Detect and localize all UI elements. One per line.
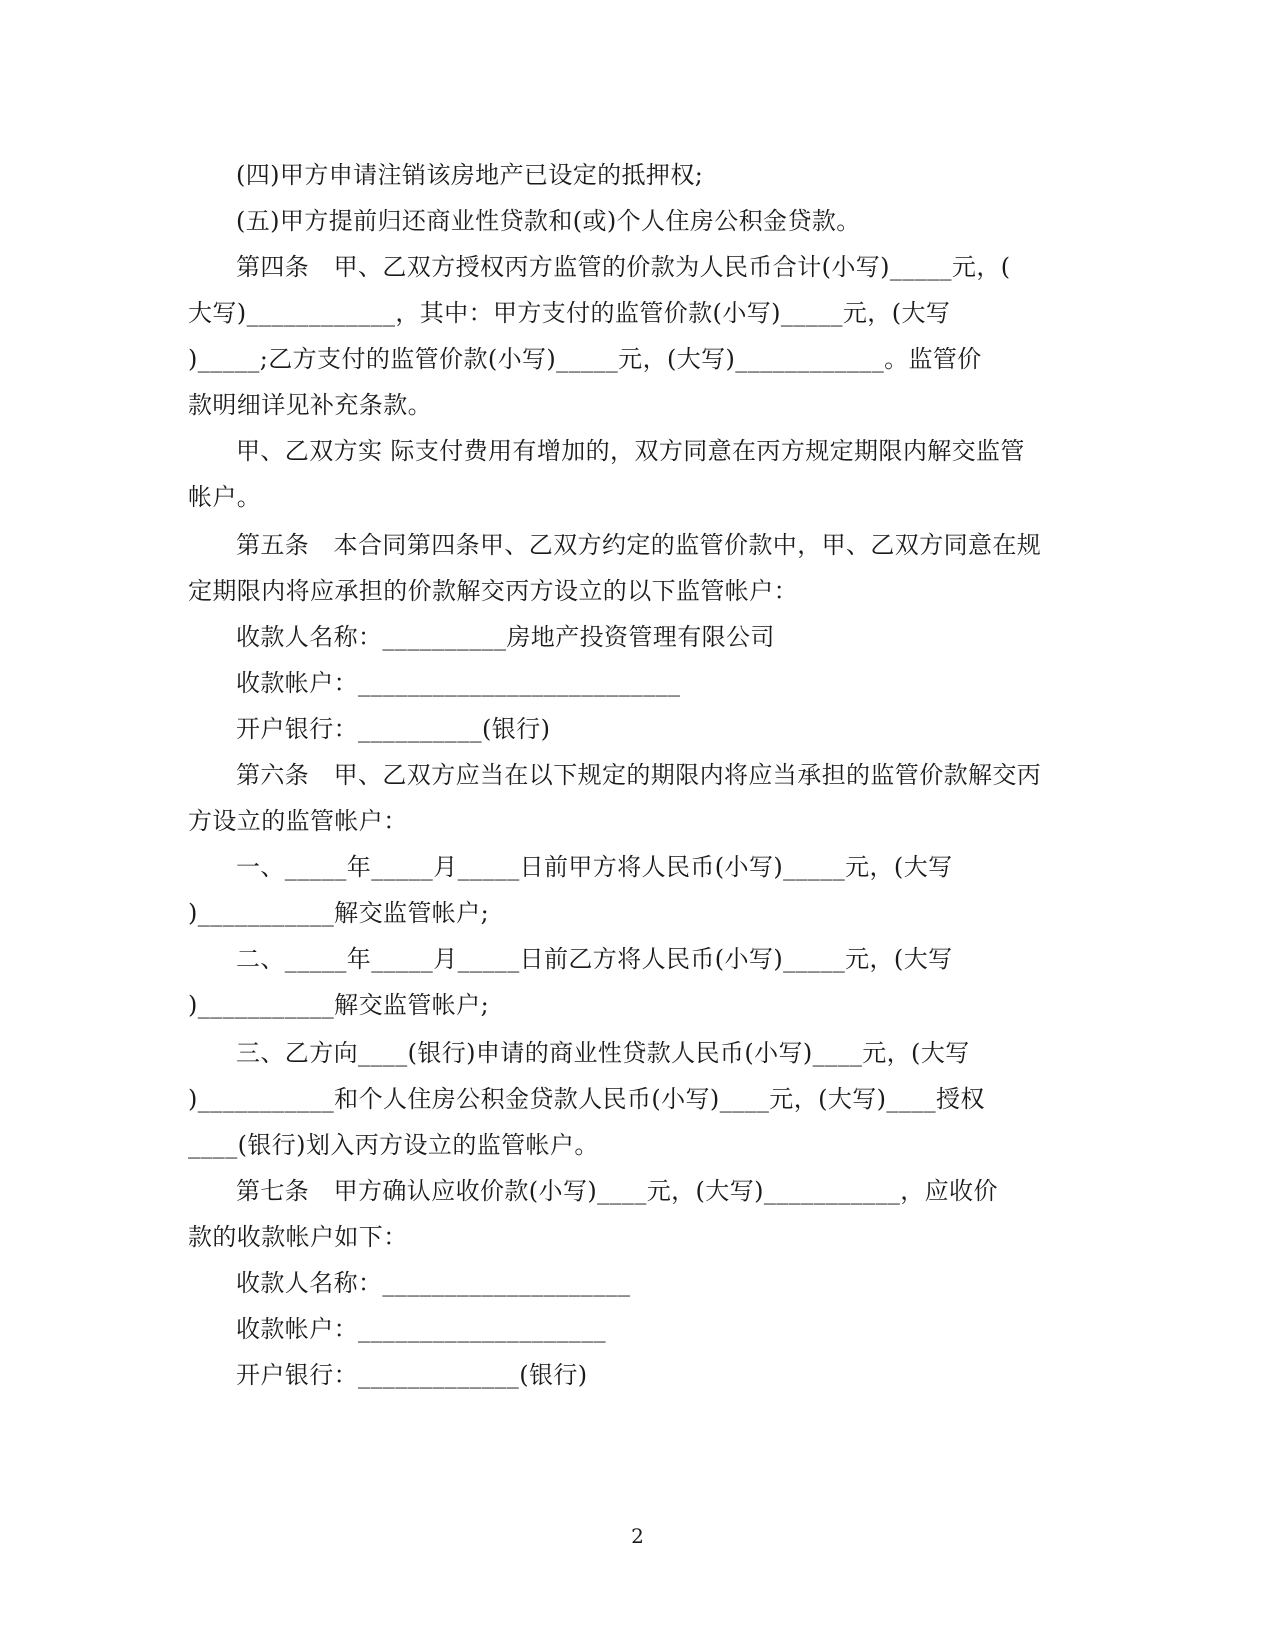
clause-5-line-2: 定期限内将应承担的价款解交丙方设立的以下监管帐户： [188, 577, 798, 605]
clause-6-item-3-line-3: ____(银行)划入丙方设立的监管帐户。 [188, 1131, 599, 1159]
clause-3-item-5: (五)甲方提前归还商业性贷款和(或)个人住房公积金贷款。 [236, 207, 861, 235]
clause-6-item-3-line-2: )___________和个人住房公积金贷款人民币(小写)____元，(大写)____授权 [188, 1085, 985, 1113]
extra-cost-line-1: 甲、乙双方实 际支付费用有增加的，双方同意在丙方规定期限内解交监管 [236, 437, 1025, 465]
clause-7-opening-bank-field: 开户银行：_____________(银行) [236, 1361, 588, 1389]
clause-6-item-2-line-1: 二、_____年_____月_____日前乙方将人民币(小写)_____元，(大写 [236, 945, 953, 973]
extra-cost-line-2: 帐户。 [188, 483, 262, 511]
clause-7-line-1: 第七条 甲方确认应收价款(小写)____元，(大写)___________，应收价 [236, 1177, 998, 1205]
opening-bank-field: 开户银行：__________(银行) [236, 715, 551, 743]
clause-6-line-1: 第六条 甲、乙双方应当在以下规定的期限内将应当承担的监管价款解交丙 [236, 761, 1042, 789]
payee-account-field: 收款帐户：__________________________ [236, 669, 681, 697]
clause-7-payee-name-field: 收款人名称：____________________ [236, 1269, 631, 1297]
clause-3-item-4: (四)甲方申请注销该房地产已设定的抵押权; [236, 161, 704, 189]
clause-6-item-1-line-2: )___________解交监管帐户; [188, 899, 490, 927]
clause-6-item-3-line-1: 三、乙方向____(银行)申请的商业性贷款人民币(小写)____元，(大写 [236, 1039, 970, 1067]
payee-name-field: 收款人名称：__________房地产投资管理有限公司 [236, 623, 775, 651]
clause-4-line-4: 款明细详见补充条款。 [188, 391, 432, 419]
clause-6-item-1-line-1: 一、_____年_____月_____日前甲方将人民币(小写)_____元，(大写 [236, 853, 953, 881]
clause-6-line-2: 方设立的监管帐户： [188, 807, 408, 835]
clause-6-item-2-line-2: )___________解交监管帐户; [188, 991, 490, 1019]
page-number: 2 [631, 1524, 644, 1548]
clause-7-payee-account-field: 收款帐户：____________________ [236, 1315, 606, 1343]
clause-4-line-2: 大写)____________，其中：甲方支付的监管价款(小写)_____元，(大写 [188, 299, 951, 327]
clause-4-line-3: )_____;乙方支付的监管价款(小写)_____元，(大写)____________。监管价 [188, 345, 982, 373]
clause-7-line-2: 款的收款帐户如下： [188, 1223, 408, 1251]
clause-5-line-1: 第五条 本合同第四条甲、乙双方约定的监管价款中，甲、乙双方同意在规 [236, 531, 1042, 559]
clause-4-line-1: 第四条 甲、乙双方授权丙方监管的价款为人民币合计(小写)_____元，( [236, 253, 1011, 281]
